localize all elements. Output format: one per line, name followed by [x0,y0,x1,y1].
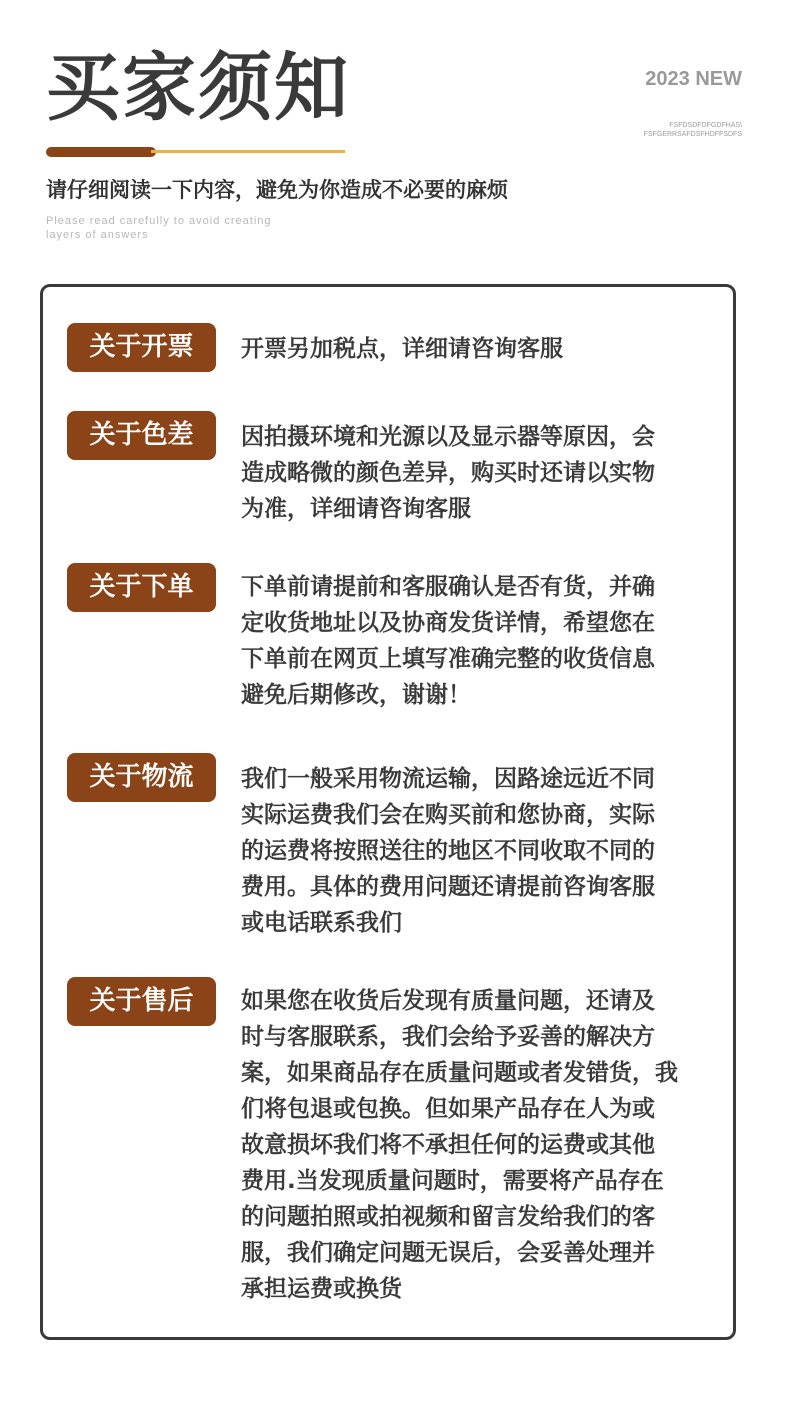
english-subtitle-line-1: Please read carefully to avoid creating [46,215,272,227]
underline-thick-segment [46,147,156,157]
section-tag: 关于色差 [67,411,216,460]
decorative-code-line-2: FSFGERRSAFDSFHDFFSDFS [643,131,742,138]
subtitle: 请仔细阅读一下内容，避免为你造成不必要的麻烦 [46,178,508,202]
section-tag: 关于售后 [67,977,216,1026]
english-subtitle-line-2: layers of answers [46,229,149,241]
underline-thin-segment [151,150,345,153]
decorative-code-line-1: FSFDSDFDFGDFHAS\ [669,122,742,129]
section-text: 如果您在收货后发现有质量问题，还请及 时与客服联系，我们会给予妥善的解决方 案，如果商品存在质量问题或者发错货，我 们将包退或包换。但如果产品存在人为或 故意损坏我们将不承担任何的运费或其他 费用.当发现质量问题时，需要将产品存在 的问题拍照或拍视频和留言发给我们的客 服，我们确定问题无误后，会妥善处理并 承担运费或换货 [241,988,678,1302]
title-underline [46,147,346,157]
section-text: 开票另加税点，详细请咨询客服 [241,336,563,362]
notice-card [40,284,736,1340]
section-text: 下单前请提前和客服确认是否有货，并确 定收货地址以及协商发货详情，希望您在 下单前在网页上填写准确完整的收货信息 避免后期修改，谢谢！ [241,574,655,708]
section-tag: 关于下单 [67,563,216,612]
section-tag: 关于物流 [67,753,216,802]
section-text: 因拍摄环境和光源以及显示器等原因，会 造成略微的颜色差异，购买时还请以实物 为准，详细请咨询客服 [241,424,655,522]
section-tag: 关于开票 [67,323,216,372]
page-title: 买家须知 [46,45,350,131]
section-text: 我们一般采用物流运输，因路途远近不同 实际运费我们会在购买前和您协商，实际 的运费将按照送往的地区不同收取不同的 费用。具体的费用问题还请提前咨询客服 或电话联系我们 [241,766,655,936]
year-tag: 2023 NEW [645,68,742,90]
